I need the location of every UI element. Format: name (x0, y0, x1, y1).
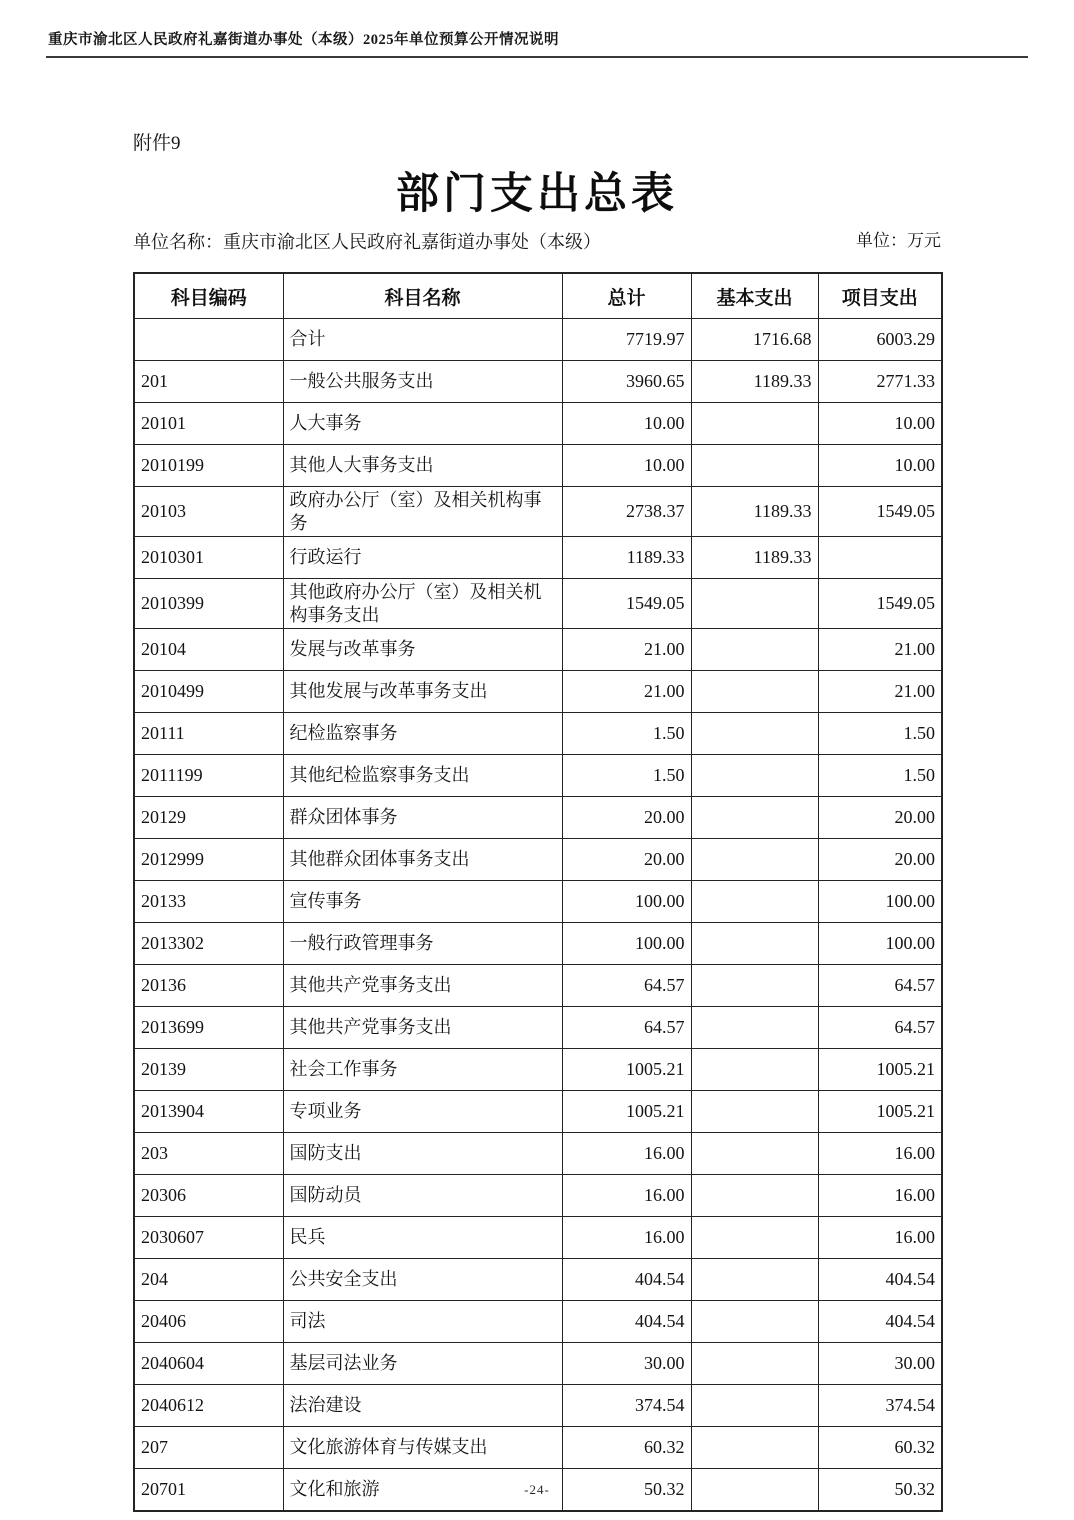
table-row (134, 839, 942, 881)
subject-code-cell: 20406 (134, 1301, 283, 1343)
project-expenditure-cell: 404.54 (818, 1301, 942, 1343)
subject-name-cell: 群众团体事务 (283, 797, 562, 839)
subject-name-cell: 专项业务 (283, 1091, 562, 1133)
total-cell: 20.00 (562, 797, 691, 839)
subject-code-cell: 2010499 (134, 671, 283, 713)
subject-name-cell: 宣传事务 (283, 881, 562, 923)
subject-name-cell: 文化旅游体育与传媒支出 (283, 1427, 562, 1469)
basic-expenditure-cell (691, 923, 818, 965)
table-row (134, 881, 942, 923)
basic-expenditure-cell (691, 1217, 818, 1259)
total-cell: 16.00 (562, 1133, 691, 1175)
total-cell: 1.50 (562, 713, 691, 755)
subject-code-cell: 2011199 (134, 755, 283, 797)
subject-code-cell: 2010199 (134, 445, 283, 487)
basic-expenditure-cell (691, 755, 818, 797)
total-cell: 60.32 (562, 1427, 691, 1469)
project-expenditure-cell: 1005.21 (818, 1049, 942, 1091)
subject-name-cell: 民兵 (283, 1217, 562, 1259)
basic-expenditure-cell (691, 881, 818, 923)
basic-expenditure-cell (691, 1175, 818, 1217)
basic-expenditure-cell: 1189.33 (691, 537, 818, 579)
table-row (134, 797, 942, 839)
subject-code-cell: 2013302 (134, 923, 283, 965)
basic-expenditure-cell (691, 579, 818, 629)
table-row (134, 713, 942, 755)
subject-name-cell: 一般公共服务支出 (283, 361, 562, 403)
total-cell: 30.00 (562, 1343, 691, 1385)
subject-name-cell: 其他人大事务支出 (283, 445, 562, 487)
project-expenditure-cell (818, 537, 942, 579)
subject-code-cell: 201 (134, 361, 283, 403)
project-expenditure-cell: 1549.05 (818, 487, 942, 537)
total-cell: 374.54 (562, 1385, 691, 1427)
subject-code-cell: 20129 (134, 797, 283, 839)
subject-code-cell: 20103 (134, 487, 283, 537)
subject-code-cell: 2013904 (134, 1091, 283, 1133)
column-header-total: 总计 (562, 273, 691, 319)
table-body (134, 319, 942, 1512)
project-expenditure-cell: 10.00 (818, 445, 942, 487)
document-header-text: 重庆市渝北区人民政府礼嘉街道办事处（本级）2025年单位预算公开情况说明 (48, 32, 559, 48)
subject-code-cell: 204 (134, 1259, 283, 1301)
subject-code-cell: 2012999 (134, 839, 283, 881)
table-row (134, 1091, 942, 1133)
column-header-subject-code: 科目编码 (134, 273, 283, 319)
table-row (134, 403, 942, 445)
table-row (134, 537, 942, 579)
total-cell: 1.50 (562, 755, 691, 797)
header-divider (46, 56, 1028, 58)
table-row (134, 671, 942, 713)
total-cell: 20.00 (562, 839, 691, 881)
subject-code-cell: 2040612 (134, 1385, 283, 1427)
project-expenditure-cell: 1.50 (818, 755, 942, 797)
subject-code-cell: 20306 (134, 1175, 283, 1217)
table-row (134, 445, 942, 487)
column-header-basic-expenditure: 基本支出 (691, 273, 818, 319)
unit-name-label: 单位名称：重庆市渝北区人民政府礼嘉街道办事处（本级） (133, 231, 601, 252)
basic-expenditure-cell (691, 1385, 818, 1427)
basic-expenditure-cell (691, 445, 818, 487)
project-expenditure-cell: 21.00 (818, 671, 942, 713)
subject-name-cell: 一般行政管理事务 (283, 923, 562, 965)
basic-expenditure-cell (691, 671, 818, 713)
table-row (134, 1301, 942, 1343)
basic-expenditure-cell (691, 839, 818, 881)
expenditure-summary-table (133, 272, 943, 1512)
subject-name-cell: 其他共产党事务支出 (283, 1007, 562, 1049)
basic-expenditure-cell (691, 1343, 818, 1385)
currency-unit-label: 单位：万元 (856, 231, 941, 250)
project-expenditure-cell: 21.00 (818, 629, 942, 671)
subject-name-cell: 其他共产党事务支出 (283, 965, 562, 1007)
project-expenditure-cell: 30.00 (818, 1343, 942, 1385)
project-expenditure-cell: 1.50 (818, 713, 942, 755)
table-row (134, 629, 942, 671)
subject-code-cell (134, 319, 283, 361)
project-expenditure-cell: 100.00 (818, 881, 942, 923)
subject-code-cell: 2040604 (134, 1343, 283, 1385)
project-expenditure-cell: 2771.33 (818, 361, 942, 403)
total-cell: 7719.97 (562, 319, 691, 361)
table-row (134, 1175, 942, 1217)
subject-code-cell: 207 (134, 1427, 283, 1469)
project-expenditure-cell: 16.00 (818, 1217, 942, 1259)
basic-expenditure-cell (691, 1427, 818, 1469)
project-expenditure-cell: 6003.29 (818, 319, 942, 361)
basic-expenditure-cell (691, 1133, 818, 1175)
subject-name-cell: 司法 (283, 1301, 562, 1343)
attachment-label: 附件9 (133, 133, 181, 154)
total-cell: 16.00 (562, 1217, 691, 1259)
total-cell: 2738.37 (562, 487, 691, 537)
subject-name-cell: 法治建设 (283, 1385, 562, 1427)
table-meta-row (133, 226, 941, 253)
subject-code-cell: 20104 (134, 629, 283, 671)
subject-code-cell: 20139 (134, 1049, 283, 1091)
table-row (134, 755, 942, 797)
subject-name-cell: 文化和旅游 (283, 1469, 562, 1512)
table-row (134, 579, 942, 629)
project-expenditure-cell: 64.57 (818, 1007, 942, 1049)
basic-expenditure-cell (691, 629, 818, 671)
project-expenditure-cell: 1005.21 (818, 1091, 942, 1133)
table-row (134, 965, 942, 1007)
basic-expenditure-cell (691, 713, 818, 755)
basic-expenditure-cell (691, 403, 818, 445)
project-expenditure-cell: 404.54 (818, 1259, 942, 1301)
total-cell: 1005.21 (562, 1091, 691, 1133)
page-title: 部门支出总表 (396, 170, 678, 218)
total-cell: 404.54 (562, 1301, 691, 1343)
basic-expenditure-cell (691, 1049, 818, 1091)
total-cell: 10.00 (562, 445, 691, 487)
project-expenditure-cell: 16.00 (818, 1133, 942, 1175)
total-cell: 64.57 (562, 965, 691, 1007)
page-number: -24- (524, 1482, 550, 1497)
table-row (134, 1259, 942, 1301)
basic-expenditure-cell: 1716.68 (691, 319, 818, 361)
subject-name-cell: 国防动员 (283, 1175, 562, 1217)
table-row (134, 1007, 942, 1049)
table-row (134, 319, 942, 361)
total-cell: 404.54 (562, 1259, 691, 1301)
subject-code-cell: 20133 (134, 881, 283, 923)
project-expenditure-cell: 16.00 (818, 1175, 942, 1217)
column-header-project-expenditure: 项目支出 (818, 273, 942, 319)
subject-code-cell: 2010301 (134, 537, 283, 579)
total-cell: 1549.05 (562, 579, 691, 629)
total-cell: 100.00 (562, 923, 691, 965)
subject-code-cell: 2013699 (134, 1007, 283, 1049)
subject-name-cell: 基层司法业务 (283, 1343, 562, 1385)
table-row (134, 923, 942, 965)
total-cell: 100.00 (562, 881, 691, 923)
subject-name-cell: 国防支出 (283, 1133, 562, 1175)
total-cell: 64.57 (562, 1007, 691, 1049)
basic-expenditure-cell (691, 965, 818, 1007)
total-cell: 21.00 (562, 629, 691, 671)
total-cell: 10.00 (562, 403, 691, 445)
subject-name-cell: 社会工作事务 (283, 1049, 562, 1091)
project-expenditure-cell: 20.00 (818, 839, 942, 881)
table-row (134, 1343, 942, 1385)
subject-name-cell: 其他群众团体事务支出 (283, 839, 562, 881)
subject-name-cell: 其他政府办公厅（室）及相关机构事务支出 (283, 579, 562, 629)
table-header-row (134, 273, 942, 319)
project-expenditure-cell: 64.57 (818, 965, 942, 1007)
subject-code-cell: 20101 (134, 403, 283, 445)
basic-expenditure-cell (691, 1091, 818, 1133)
project-expenditure-cell: 20.00 (818, 797, 942, 839)
subject-name-cell: 人大事务 (283, 403, 562, 445)
basic-expenditure-cell: 1189.33 (691, 361, 818, 403)
basic-expenditure-cell (691, 797, 818, 839)
basic-expenditure-cell (691, 1259, 818, 1301)
table-row (134, 1385, 942, 1427)
column-header-subject-name: 科目名称 (283, 273, 562, 319)
total-cell: 50.32 (562, 1469, 691, 1512)
total-cell: 16.00 (562, 1175, 691, 1217)
subject-code-cell: 2010399 (134, 579, 283, 629)
subject-code-cell: 203 (134, 1133, 283, 1175)
project-expenditure-cell: 1549.05 (818, 579, 942, 629)
total-cell: 1005.21 (562, 1049, 691, 1091)
subject-code-cell: 20136 (134, 965, 283, 1007)
subject-name-cell: 政府办公厅（室）及相关机构事务 (283, 487, 562, 537)
subject-name-cell: 其他发展与改革事务支出 (283, 671, 562, 713)
subject-name-cell: 纪检监察事务 (283, 713, 562, 755)
table-row (134, 487, 942, 537)
subject-name-cell: 发展与改革事务 (283, 629, 562, 671)
table-row (134, 1133, 942, 1175)
project-expenditure-cell: 374.54 (818, 1385, 942, 1427)
subject-name-cell: 公共安全支出 (283, 1259, 562, 1301)
subject-code-cell: 20111 (134, 713, 283, 755)
subject-name-cell: 行政运行 (283, 537, 562, 579)
basic-expenditure-cell (691, 1007, 818, 1049)
subject-name-cell: 其他纪检监察事务支出 (283, 755, 562, 797)
project-expenditure-cell: 50.32 (818, 1469, 942, 1512)
total-cell: 3960.65 (562, 361, 691, 403)
table-row (134, 1049, 942, 1091)
total-cell: 1189.33 (562, 537, 691, 579)
basic-expenditure-cell: 1189.33 (691, 487, 818, 537)
table-row (134, 1217, 942, 1259)
subject-code-cell: 20701 (134, 1469, 283, 1512)
project-expenditure-cell: 60.32 (818, 1427, 942, 1469)
project-expenditure-cell: 10.00 (818, 403, 942, 445)
subject-name-cell: 合计 (283, 319, 562, 361)
subject-code-cell: 2030607 (134, 1217, 283, 1259)
basic-expenditure-cell (691, 1301, 818, 1343)
total-cell: 21.00 (562, 671, 691, 713)
table-row (134, 1427, 942, 1469)
project-expenditure-cell: 100.00 (818, 923, 942, 965)
table-row (134, 361, 942, 403)
